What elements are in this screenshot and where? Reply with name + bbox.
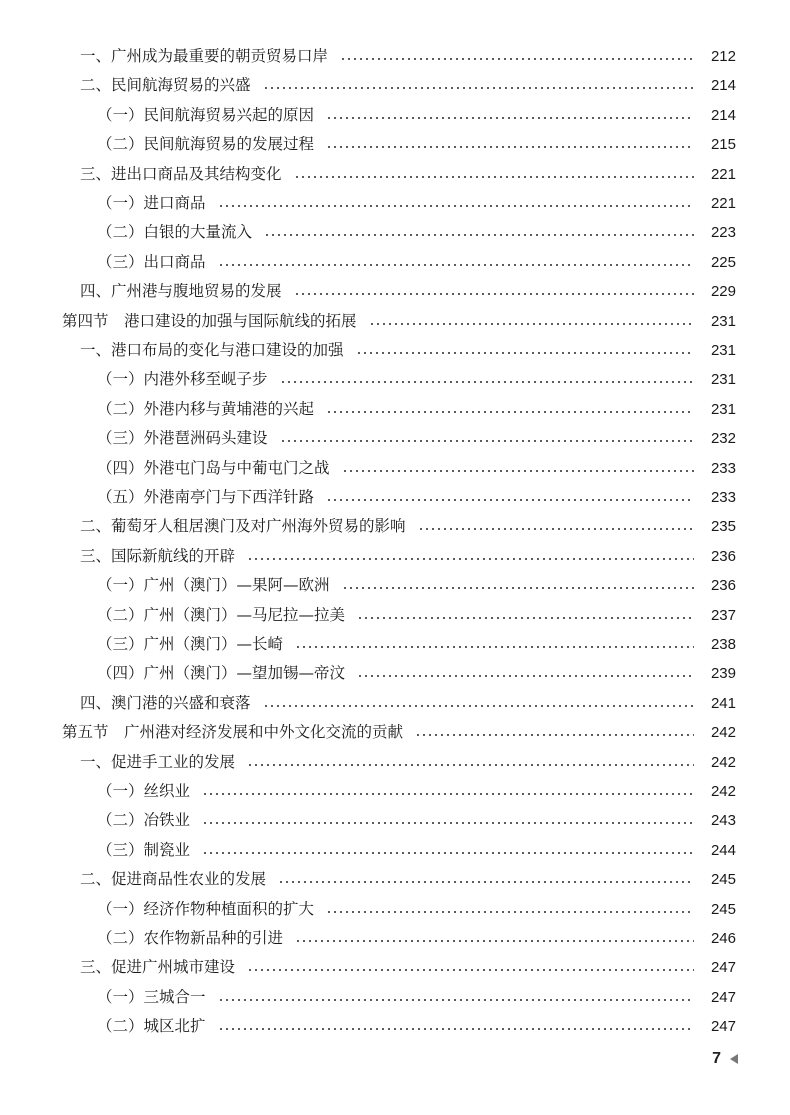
- toc-entry-label: 二、葡萄牙人租居澳门及对广州海外贸易的影响: [80, 517, 406, 536]
- dot-leader: [218, 205, 694, 207]
- toc-entry: [0, 71, 790, 100]
- toc-entry: [0, 924, 790, 953]
- dot-leader: [326, 499, 694, 501]
- triangle-left-icon: [730, 1054, 738, 1064]
- toc-entry: [0, 395, 790, 424]
- dot-leader: [202, 852, 694, 854]
- toc-entry-page: 245: [710, 900, 736, 918]
- toc-entry-page: 242: [710, 783, 736, 800]
- toc-entry: [0, 806, 790, 835]
- toc-entry-label: （二）农作物新品种的引进: [97, 929, 284, 947]
- toc-entry: [0, 748, 790, 777]
- toc-entry: [0, 483, 790, 512]
- toc-entry-label: 第四节 港口建设的加强与国际航线的拓展: [62, 311, 357, 330]
- toc-entry-page: 237: [710, 606, 736, 624]
- toc-entry-label: （二）白银的大量流入: [97, 223, 253, 242]
- dot-leader: [202, 793, 694, 795]
- toc-entry-label: 三、进出口商品及其结构变化: [80, 164, 282, 183]
- toc-entry-page: 214: [710, 106, 736, 124]
- dot-leader: [280, 440, 694, 442]
- toc-entry-label: 四、澳门港的兴盛和衰落: [80, 693, 251, 712]
- dot-leader: [218, 999, 694, 1001]
- dot-leader: [326, 117, 694, 119]
- toc-entry-label: （二）冶铁业: [97, 811, 191, 830]
- toc-section-entry: [0, 718, 790, 747]
- toc-entry: [0, 512, 790, 541]
- dot-leader: [280, 381, 694, 383]
- toc-entry-label: （二）城区北扩: [97, 1017, 206, 1036]
- toc-entry-page: 243: [710, 812, 736, 830]
- dot-leader: [218, 1028, 694, 1030]
- dot-leader: [326, 911, 694, 913]
- toc-entry-page: 214: [710, 77, 736, 95]
- toc-entry-page: 233: [710, 489, 736, 506]
- toc-entry: [0, 777, 790, 806]
- toc-entry: [0, 836, 790, 865]
- toc-entry-label: （四）外港屯门岛与中葡屯门之战: [97, 458, 330, 477]
- toc-entry-page: 236: [710, 577, 736, 595]
- toc-entry-label: 四、广州港与腹地贸易的发展: [80, 282, 282, 301]
- toc-entry: [0, 189, 790, 218]
- toc-entry: [0, 865, 790, 894]
- toc-entry-label: （二）广州（澳门）—马尼拉—拉美: [97, 605, 346, 624]
- toc-entry: [0, 689, 790, 718]
- dot-leader: [218, 264, 694, 266]
- page-footer: [712, 1050, 738, 1068]
- dot-leader: [295, 646, 694, 648]
- toc-entry-page: 215: [710, 136, 736, 154]
- dot-leader: [340, 58, 694, 60]
- dot-leader: [247, 558, 694, 560]
- toc-section-entry: [0, 307, 790, 336]
- toc-entry-label: （二）外港内移与黄埔港的兴起: [97, 399, 315, 418]
- dot-leader: [295, 940, 694, 942]
- toc-entry-page: 231: [710, 342, 736, 359]
- toc-entry: [0, 1012, 790, 1041]
- toc-entry-label: （一）经济作物种植面积的扩大: [97, 899, 315, 918]
- dot-leader: [418, 528, 694, 530]
- dot-leader: [357, 675, 694, 677]
- toc-entry-page: 241: [710, 694, 736, 712]
- dot-leader: [263, 705, 694, 707]
- toc-entry-label: 三、国际新航线的开辟: [80, 546, 236, 565]
- dot-leader: [326, 411, 694, 413]
- toc-entry-label: 二、促进商品性农业的发展: [80, 870, 267, 889]
- dot-leader: [264, 234, 694, 236]
- dot-leader: [294, 176, 694, 178]
- toc-entry-page: 235: [710, 518, 736, 536]
- toc-entry-page: 231: [710, 312, 736, 330]
- toc-entry: [0, 601, 790, 630]
- toc-entry: [0, 424, 790, 453]
- dot-leader: [263, 87, 694, 89]
- toc-entry-page: 247: [710, 988, 736, 1006]
- toc-entry-label: （三）制瓷业: [97, 840, 191, 859]
- toc-entry-label: （五）外港南亭门与下西洋针路: [97, 488, 315, 506]
- toc-entry-page: 244: [710, 841, 736, 859]
- toc-entry-label: （四）广州（澳门）—望加锡—帝汶: [97, 664, 346, 683]
- toc-entry-label: （一）民间航海贸易兴起的原因: [97, 105, 315, 124]
- toc-entry-label: （二）民间航海贸易的发展过程: [97, 135, 315, 154]
- toc-entry-label: （三）外港琶洲码头建设: [97, 429, 268, 448]
- toc-entry-page: 232: [710, 430, 736, 448]
- toc-entry: [0, 248, 790, 277]
- toc-entry-page: 233: [710, 459, 736, 477]
- toc-entry-label: （一）内港外移至岘子步: [97, 370, 268, 389]
- dot-leader: [342, 587, 694, 589]
- toc-entry: [0, 160, 790, 189]
- toc-entry-page: 236: [710, 547, 736, 565]
- toc-entry: [0, 953, 790, 982]
- toc-entry: [0, 336, 790, 365]
- dot-leader: [247, 969, 694, 971]
- toc-entry-page: 231: [710, 400, 736, 418]
- toc-entry: [0, 659, 790, 688]
- dot-leader: [247, 764, 694, 766]
- toc-entry: [0, 542, 790, 571]
- toc-entry-page: 247: [710, 1018, 736, 1036]
- toc-entry-page: 212: [710, 48, 736, 65]
- toc-entry-page: 231: [710, 371, 736, 389]
- toc-entry-page: 223: [710, 224, 736, 242]
- toc-entry: [0, 277, 790, 306]
- page-number: 7: [712, 1050, 721, 1067]
- toc-entry-label: （三）广州（澳门）—长崎: [97, 635, 284, 653]
- toc-entry-page: 247: [710, 959, 736, 977]
- dot-leader: [357, 617, 694, 619]
- dot-leader: [369, 323, 694, 325]
- toc-entry-page: 221: [710, 165, 736, 183]
- toc-entry-page: 238: [710, 636, 736, 653]
- toc-entry-label: （一）进口商品: [97, 194, 206, 212]
- toc-entry-page: 239: [710, 665, 736, 683]
- toc-entry: [0, 571, 790, 600]
- toc-entry-label: 一、广州成为最重要的朝贡贸易口岸: [80, 47, 329, 65]
- dot-leader: [342, 470, 694, 472]
- toc-entry-label: 第五节 广州港对经济发展和中外文化交流的贡献: [62, 723, 404, 742]
- dot-leader: [278, 881, 694, 883]
- toc-entry: [0, 42, 790, 71]
- dot-leader: [415, 734, 694, 736]
- toc-entry: [0, 218, 790, 247]
- toc-entry: [0, 101, 790, 130]
- toc-entry-label: （一）三城合一: [97, 987, 206, 1006]
- toc-entry-page: 229: [710, 283, 736, 301]
- toc-entry-label: （一）广州（澳门）—果阿—欧洲: [97, 576, 330, 595]
- toc-entry: [0, 895, 790, 924]
- toc-entry-label: 三、促进广州城市建设: [80, 958, 236, 977]
- toc-entry-label: 一、港口布局的变化与港口建设的加强: [80, 341, 344, 359]
- toc-entry-label: （三）出口商品: [97, 252, 206, 271]
- toc-entry: [0, 454, 790, 483]
- dot-leader: [294, 293, 694, 295]
- toc-entry: [0, 365, 790, 394]
- toc-entry: [0, 983, 790, 1012]
- dot-leader: [202, 822, 694, 824]
- toc-entry-page: 242: [710, 753, 736, 771]
- toc-entry-page: 245: [710, 871, 736, 889]
- toc-entry: [0, 630, 790, 659]
- toc-entry-page: 221: [710, 195, 736, 212]
- toc-entry-label: 一、促进手工业的发展: [80, 752, 236, 771]
- toc-entry-label: （一）丝织业: [97, 782, 191, 800]
- dot-leader: [326, 146, 694, 148]
- dot-leader: [356, 352, 694, 354]
- toc-entry-page: 225: [710, 253, 736, 271]
- toc-entry-page: 246: [710, 930, 736, 947]
- toc-entry-label: 二、民间航海贸易的兴盛: [80, 76, 251, 95]
- toc-entry: [0, 130, 790, 159]
- toc-entry-page: 242: [710, 724, 736, 742]
